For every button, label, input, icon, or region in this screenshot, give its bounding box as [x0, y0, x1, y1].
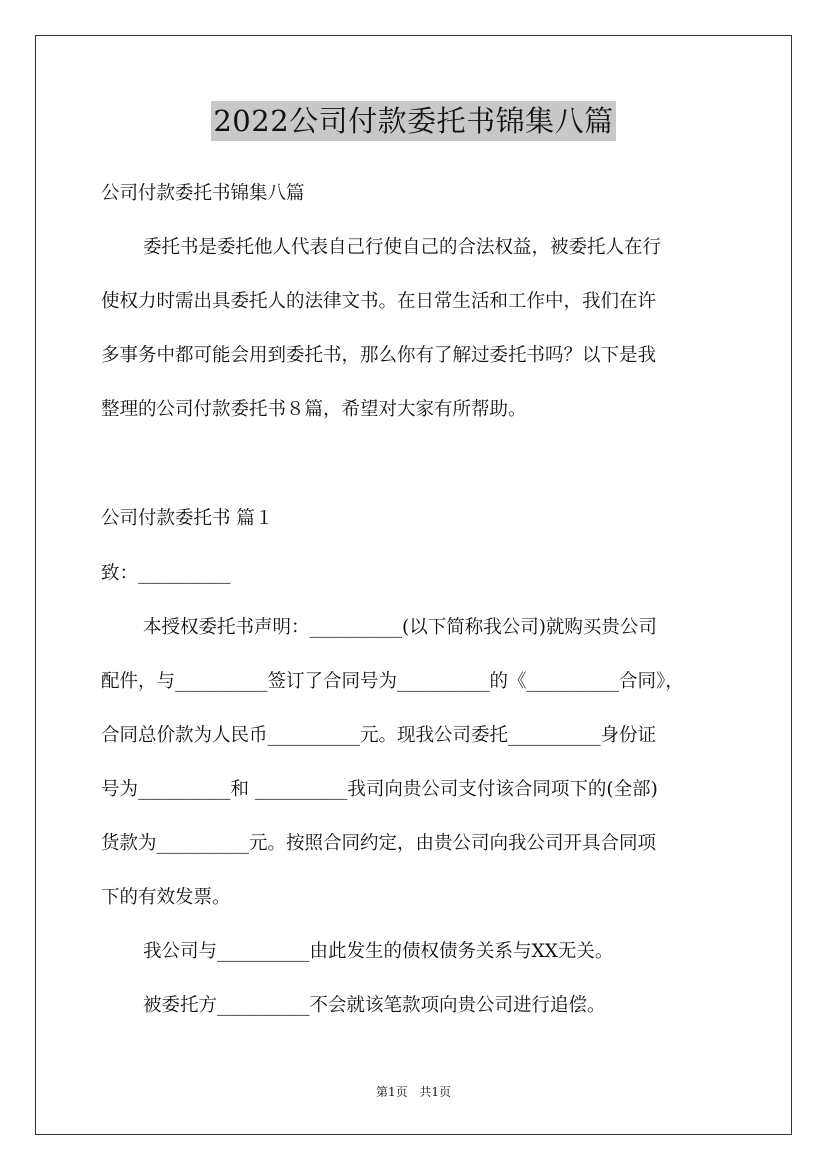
- page-total: 共1页: [419, 1085, 452, 1099]
- section-heading: 公司付款委托书 篇１: [101, 508, 274, 529]
- page-number: 第1页: [375, 1085, 408, 1099]
- paragraph-line: 下的有效发票。: [101, 887, 231, 908]
- page-footer: [0, 1083, 827, 1100]
- paragraph-line: 号为__________和 __________我司向贵公司支付该合同项下的(全部): [101, 779, 658, 800]
- subtitle: 公司付款委托书锦集八篇: [101, 183, 305, 204]
- document-title: 2022公司付款委托书锦集八篇: [211, 101, 615, 141]
- paragraph-line: 本授权委托书声明：__________(以下简称我公司)就购买贵公司: [143, 617, 657, 638]
- paragraph-line: 整理的公司付款委托书８篇，希望对大家有所帮助。: [101, 399, 527, 420]
- paragraph-line: 合同总价款为人民币__________元。现我公司委托__________身份证: [101, 725, 657, 746]
- paragraph-line: 使权力时需出具委托人的法律文书。在日常生活和工作中，我们在许: [101, 291, 657, 312]
- addressee-line: 致：__________: [101, 563, 231, 584]
- paragraph-line: 货款为__________元。按照合同约定，由贵公司向我公司开具合同项: [101, 833, 657, 854]
- paragraph-line: 配件，与__________签订了合同号为__________的《__________合同》，: [101, 671, 684, 692]
- paragraph-line: 我公司与__________由此发生的债权债务关系与XX无关。: [143, 941, 614, 962]
- title-container: [0, 101, 827, 141]
- paragraph-line: 多事务中都可能会用到委托书，那么你有了解过委托书吗？以下是我: [101, 345, 657, 366]
- paragraph-line: 委托书是委托他人代表自己行使自己的合法权益，被委托人在行: [143, 237, 662, 258]
- paragraph-line: 被委托方__________不会就该笔款项向贵公司进行追偿。: [143, 995, 606, 1016]
